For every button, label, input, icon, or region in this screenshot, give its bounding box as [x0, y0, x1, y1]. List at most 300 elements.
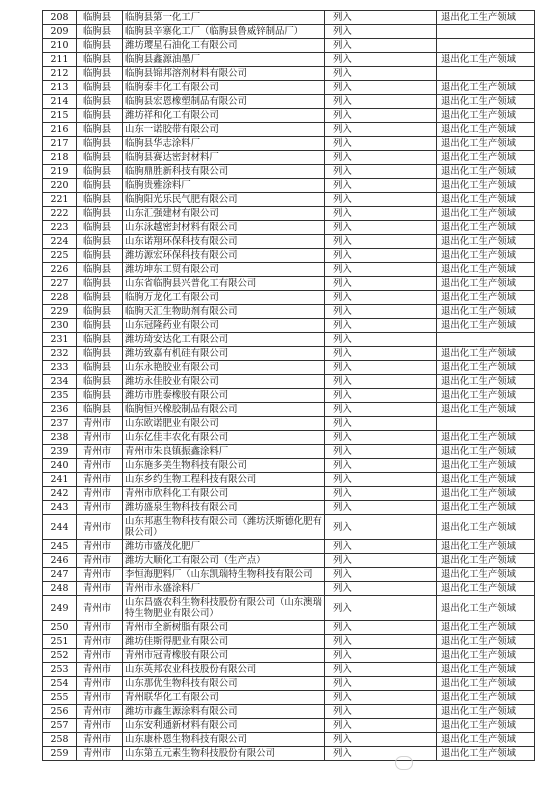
county-cell: 临朐县 [77, 179, 123, 193]
county-cell: 临朐县 [77, 11, 123, 25]
table-row [43, 347, 535, 361]
row-number-cell: 219 [43, 165, 77, 179]
table-row [43, 333, 535, 347]
status-cell: 列入 [325, 389, 437, 403]
table-row [43, 459, 535, 473]
status-cell: 列入 [325, 165, 437, 179]
row-number-cell: 223 [43, 221, 77, 235]
company-name-cell: 青州联华化工有限公司 [123, 691, 325, 705]
company-name-cell: 潍坊祥和化工有限公司 [123, 109, 325, 123]
row-number-cell: 236 [43, 403, 77, 417]
table-row [43, 123, 535, 137]
status-cell: 列入 [325, 621, 437, 635]
status-cell: 列入 [325, 733, 437, 747]
table-row [43, 11, 535, 25]
county-cell: 临朐县 [77, 347, 123, 361]
row-number-cell: 249 [43, 596, 77, 621]
company-name-cell: 山东诺翔环保科技有限公司 [123, 235, 325, 249]
row-number-cell: 257 [43, 719, 77, 733]
company-name-cell: 潍坊大顺化工有限公司（生产点） [123, 554, 325, 568]
table-row [43, 568, 535, 582]
county-cell: 临朐县 [77, 207, 123, 221]
table-row [43, 501, 535, 515]
company-name-cell: 临朐鼎胜新科技有限公司 [123, 165, 325, 179]
note-cell: 退出化工生产领域 [437, 361, 535, 375]
table-row [43, 235, 535, 249]
county-cell: 青州市 [77, 691, 123, 705]
table-row [43, 81, 535, 95]
row-number-cell: 213 [43, 81, 77, 95]
company-name-cell: 山东康朴恩生物科技有限公司 [123, 733, 325, 747]
note-cell [437, 67, 535, 81]
row-number-cell: 246 [43, 554, 77, 568]
row-number-cell: 226 [43, 263, 77, 277]
row-number-cell: 211 [43, 53, 77, 67]
company-name-cell: 山东昌盛农科生物科技股份有限公司（山东澳瑞特生物肥业有限公司） [123, 596, 325, 621]
status-cell: 列入 [325, 487, 437, 501]
note-cell: 退出化工生产领域 [437, 596, 535, 621]
company-name-cell: 山东安利通新材料有限公司 [123, 719, 325, 733]
table-row [43, 193, 535, 207]
note-cell: 退出化工生产领域 [437, 649, 535, 663]
county-cell: 青州市 [77, 733, 123, 747]
table-row [43, 705, 535, 719]
note-cell: 退出化工生产领域 [437, 305, 535, 319]
company-name-cell: 临朐县宏恩橡塑制品有限公司 [123, 95, 325, 109]
table-row [43, 719, 535, 733]
note-cell: 退出化工生产领域 [437, 445, 535, 459]
company-name-cell: 山东省临朐县兴普化工有限公司 [123, 277, 325, 291]
status-cell: 列入 [325, 207, 437, 221]
county-cell: 临朐县 [77, 375, 123, 389]
company-name-cell: 山东冠隆药业有限公司 [123, 319, 325, 333]
note-cell: 退出化工生产领域 [437, 109, 535, 123]
table-row [43, 663, 535, 677]
row-number-cell: 233 [43, 361, 77, 375]
county-cell: 临朐县 [77, 95, 123, 109]
county-cell: 临朐县 [77, 291, 123, 305]
table-row [43, 596, 535, 621]
county-cell: 青州市 [77, 431, 123, 445]
county-cell: 青州市 [77, 445, 123, 459]
county-cell: 临朐县 [77, 137, 123, 151]
status-cell: 列入 [325, 123, 437, 137]
row-number-cell: 218 [43, 151, 77, 165]
status-cell: 列入 [325, 459, 437, 473]
county-cell: 临朐县 [77, 361, 123, 375]
status-cell: 列入 [325, 677, 437, 691]
row-number-cell: 221 [43, 193, 77, 207]
note-cell: 退出化工生产领域 [437, 137, 535, 151]
table-row [43, 305, 535, 319]
row-number-cell: 258 [43, 733, 77, 747]
table-row [43, 53, 535, 67]
table-row [43, 319, 535, 333]
status-cell: 列入 [325, 151, 437, 165]
status-cell: 列入 [325, 554, 437, 568]
county-cell: 青州市 [77, 515, 123, 540]
county-cell: 临朐县 [77, 193, 123, 207]
county-cell: 临朐县 [77, 305, 123, 319]
table-row [43, 403, 535, 417]
company-name-cell: 临朐泰丰化工有限公司 [123, 81, 325, 95]
company-name-cell: 山东乡约生物工程科技有限公司 [123, 473, 325, 487]
note-cell: 退出化工生产领域 [437, 568, 535, 582]
note-cell: 退出化工生产领域 [437, 691, 535, 705]
company-name-cell: 临朐恒兴橡胶制品有限公司 [123, 403, 325, 417]
company-name-cell: 山东一诺胶带有限公司 [123, 123, 325, 137]
county-cell: 临朐县 [77, 151, 123, 165]
company-name-cell: 青州市朱良镇振鑫涂料厂 [123, 445, 325, 459]
row-number-cell: 250 [43, 621, 77, 635]
company-name-cell: 山东亿佳丰农化有限公司 [123, 431, 325, 445]
note-cell [437, 333, 535, 347]
row-number-cell: 235 [43, 389, 77, 403]
table-row [43, 249, 535, 263]
note-cell: 退出化工生产领域 [437, 473, 535, 487]
status-cell: 列入 [325, 375, 437, 389]
row-number-cell: 217 [43, 137, 77, 151]
note-cell: 退出化工生产领域 [437, 431, 535, 445]
company-name-cell: 潍坊佳斯得肥业有限公司 [123, 635, 325, 649]
status-cell: 列入 [325, 431, 437, 445]
row-number-cell: 224 [43, 235, 77, 249]
row-number-cell: 208 [43, 11, 77, 25]
note-cell: 退出化工生产领域 [437, 347, 535, 361]
row-number-cell: 254 [43, 677, 77, 691]
row-number-cell: 209 [43, 25, 77, 39]
status-cell: 列入 [325, 263, 437, 277]
row-number-cell: 243 [43, 501, 77, 515]
table-row [43, 515, 535, 540]
row-number-cell: 255 [43, 691, 77, 705]
company-name-cell: 临朐县第一化工厂 [123, 11, 325, 25]
company-name-cell: 山东英邦农业科技股份有限公司 [123, 663, 325, 677]
company-name-cell: 临朐县辛寨化工厂（临朐县鲁威锌制品厂） [123, 25, 325, 39]
table-row [43, 733, 535, 747]
row-number-cell: 240 [43, 459, 77, 473]
company-name-cell: 临朐万龙化工有限公司 [123, 291, 325, 305]
row-number-cell: 230 [43, 319, 77, 333]
company-name-cell: 临朐县锦邦溶剂材料有限公司 [123, 67, 325, 81]
county-cell: 青州市 [77, 473, 123, 487]
status-cell: 列入 [325, 305, 437, 319]
county-cell: 临朐县 [77, 81, 123, 95]
row-number-cell: 225 [43, 249, 77, 263]
table-row [43, 137, 535, 151]
status-cell: 列入 [325, 221, 437, 235]
row-number-cell: 252 [43, 649, 77, 663]
status-cell: 列入 [325, 25, 437, 39]
note-cell: 退出化工生产领域 [437, 747, 535, 761]
note-cell: 退出化工生产领域 [437, 733, 535, 747]
row-number-cell: 222 [43, 207, 77, 221]
table-row [43, 291, 535, 305]
note-cell: 退出化工生产领域 [437, 635, 535, 649]
table-row [43, 540, 535, 554]
note-cell [437, 417, 535, 431]
company-name-cell: 潍坊市盛茂化肥厂 [123, 540, 325, 554]
table-row [43, 431, 535, 445]
table-row [43, 221, 535, 235]
county-cell: 青州市 [77, 417, 123, 431]
status-cell: 列入 [325, 635, 437, 649]
county-cell: 青州市 [77, 596, 123, 621]
county-cell: 临朐县 [77, 319, 123, 333]
county-cell: 青州市 [77, 677, 123, 691]
county-cell: 青州市 [77, 568, 123, 582]
status-cell: 列入 [325, 39, 437, 53]
table-row [43, 649, 535, 663]
note-cell: 退出化工生产领域 [437, 207, 535, 221]
status-cell: 列入 [325, 582, 437, 596]
row-number-cell: 259 [43, 747, 77, 761]
county-cell: 青州市 [77, 582, 123, 596]
row-number-cell: 228 [43, 291, 77, 305]
status-cell: 列入 [325, 319, 437, 333]
row-number-cell: 212 [43, 67, 77, 81]
county-cell: 临朐县 [77, 235, 123, 249]
status-cell: 列入 [325, 67, 437, 81]
county-cell: 青州市 [77, 621, 123, 635]
row-number-cell: 238 [43, 431, 77, 445]
row-number-cell: 210 [43, 39, 77, 53]
table-row [43, 582, 535, 596]
status-cell: 列入 [325, 291, 437, 305]
county-cell: 青州市 [77, 705, 123, 719]
company-name-cell: 潍坊市鑫生源涂料有限公司 [123, 705, 325, 719]
company-name-cell: 青州市全新树脂有限公司 [123, 621, 325, 635]
status-cell: 列入 [325, 663, 437, 677]
note-cell: 退出化工生产领域 [437, 487, 535, 501]
company-name-cell: 山东邦惠生物科技有限公司（潍坊沃斯德化肥有限公司） [123, 515, 325, 540]
table-row [43, 554, 535, 568]
county-cell: 青州市 [77, 663, 123, 677]
table-row [43, 95, 535, 109]
county-cell: 临朐县 [77, 389, 123, 403]
row-number-cell: 220 [43, 179, 77, 193]
county-cell: 临朐县 [77, 109, 123, 123]
status-cell: 列入 [325, 691, 437, 705]
county-cell: 青州市 [77, 635, 123, 649]
status-cell: 列入 [325, 235, 437, 249]
note-cell: 退出化工生产领域 [437, 123, 535, 137]
county-cell: 临朐县 [77, 263, 123, 277]
note-cell: 退出化工生产领域 [437, 291, 535, 305]
table-body [43, 11, 535, 761]
row-number-cell: 244 [43, 515, 77, 540]
status-cell: 列入 [325, 568, 437, 582]
county-cell: 临朐县 [77, 277, 123, 291]
note-cell: 退出化工生产领域 [437, 501, 535, 515]
company-name-cell: 临朐县华志涂料厂 [123, 137, 325, 151]
county-cell: 青州市 [77, 540, 123, 554]
company-name-cell: 山东施多美生物科技有限公司 [123, 459, 325, 473]
row-number-cell: 232 [43, 347, 77, 361]
company-name-cell: 山东汇强建材有限公司 [123, 207, 325, 221]
row-number-cell: 256 [43, 705, 77, 719]
table-row [43, 179, 535, 193]
county-cell: 青州市 [77, 487, 123, 501]
table-row [43, 25, 535, 39]
note-cell: 退出化工生产领域 [437, 165, 535, 179]
note-cell: 退出化工生产领域 [437, 235, 535, 249]
table-row [43, 389, 535, 403]
company-name-cell: 山东那优生物科技有限公司 [123, 677, 325, 691]
note-cell: 退出化工生产领域 [437, 459, 535, 473]
company-name-cell: 潍坊璎星石油化工有限公司 [123, 39, 325, 53]
county-cell: 临朐县 [77, 67, 123, 81]
status-cell: 列入 [325, 649, 437, 663]
table-row [43, 691, 535, 705]
note-cell: 退出化工生产领域 [437, 249, 535, 263]
note-cell: 退出化工生产领域 [437, 677, 535, 691]
table-row [43, 109, 535, 123]
row-number-cell: 242 [43, 487, 77, 501]
status-cell: 列入 [325, 53, 437, 67]
county-cell: 临朐县 [77, 25, 123, 39]
status-cell: 列入 [325, 333, 437, 347]
county-cell: 青州市 [77, 554, 123, 568]
note-cell: 退出化工生产领域 [437, 554, 535, 568]
row-number-cell: 237 [43, 417, 77, 431]
note-cell [437, 25, 535, 39]
county-cell: 临朐县 [77, 249, 123, 263]
table-row [43, 277, 535, 291]
company-name-cell: 山东永艳胶业有限公司 [123, 361, 325, 375]
row-number-cell: 253 [43, 663, 77, 677]
company-name-cell: 青州市冠青橡胶有限公司 [123, 649, 325, 663]
note-cell: 退出化工生产领域 [437, 193, 535, 207]
note-cell: 退出化工生产领域 [437, 221, 535, 235]
row-number-cell: 234 [43, 375, 77, 389]
row-number-cell: 251 [43, 635, 77, 649]
county-cell: 临朐县 [77, 165, 123, 179]
company-list-table [42, 10, 535, 761]
row-number-cell: 214 [43, 95, 77, 109]
company-name-cell: 临朐阳光乐民气肥有限公司 [123, 193, 325, 207]
row-number-cell: 231 [43, 333, 77, 347]
county-cell: 临朐县 [77, 221, 123, 235]
table-row [43, 263, 535, 277]
row-number-cell: 216 [43, 123, 77, 137]
status-cell: 列入 [325, 11, 437, 25]
note-cell: 退出化工生产领域 [437, 403, 535, 417]
note-cell: 退出化工生产领域 [437, 515, 535, 540]
company-name-cell: 山东欧诺肥业有限公司 [123, 417, 325, 431]
note-cell: 退出化工生产领域 [437, 375, 535, 389]
row-number-cell: 239 [43, 445, 77, 459]
status-cell: 列入 [325, 361, 437, 375]
table-row [43, 207, 535, 221]
county-cell: 青州市 [77, 747, 123, 761]
status-cell: 列入 [325, 515, 437, 540]
county-cell: 青州市 [77, 501, 123, 515]
table-row [43, 677, 535, 691]
company-name-cell: 潍坊源宏环保科技有限公司 [123, 249, 325, 263]
note-cell: 退出化工生产领域 [437, 263, 535, 277]
note-cell: 退出化工生产领域 [437, 621, 535, 635]
status-cell: 列入 [325, 417, 437, 431]
status-cell: 列入 [325, 193, 437, 207]
row-number-cell: 248 [43, 582, 77, 596]
company-name-cell: 青州市永盛涂料厂 [123, 582, 325, 596]
county-cell: 临朐县 [77, 123, 123, 137]
row-number-cell: 227 [43, 277, 77, 291]
company-name-cell: 青州市欣科化工有限公司 [123, 487, 325, 501]
table-row [43, 747, 535, 761]
county-cell: 临朐县 [77, 53, 123, 67]
county-cell: 青州市 [77, 649, 123, 663]
note-cell: 退出化工生产领域 [437, 81, 535, 95]
status-cell: 列入 [325, 95, 437, 109]
status-cell: 列入 [325, 445, 437, 459]
status-cell: 列入 [325, 109, 437, 123]
status-cell: 列入 [325, 179, 437, 193]
status-cell: 列入 [325, 277, 437, 291]
note-cell: 退出化工生产领域 [437, 53, 535, 67]
note-cell: 退出化工生产领域 [437, 95, 535, 109]
note-cell: 退出化工生产领域 [437, 319, 535, 333]
note-cell: 退出化工生产领域 [437, 179, 535, 193]
row-number-cell: 215 [43, 109, 77, 123]
note-cell: 退出化工生产领域 [437, 389, 535, 403]
status-cell: 列入 [325, 347, 437, 361]
table-row [43, 67, 535, 81]
company-name-cell: 潍坊坤东工贸有限公司 [123, 263, 325, 277]
status-cell: 列入 [325, 501, 437, 515]
company-name-cell: 山东泳越密封材料有限公司 [123, 221, 325, 235]
company-name-cell: 临朐贵雅涂料厂 [123, 179, 325, 193]
table-row [43, 375, 535, 389]
note-cell [437, 39, 535, 53]
note-cell: 退出化工生产领域 [437, 719, 535, 733]
county-cell: 临朐县 [77, 39, 123, 53]
status-cell: 列入 [325, 403, 437, 417]
company-name-cell: 潍坊盛泉生物科技有限公司 [123, 501, 325, 515]
status-cell: 列入 [325, 747, 437, 761]
company-name-cell: 潍坊琦安达化工有限公司 [123, 333, 325, 347]
county-cell: 青州市 [77, 719, 123, 733]
status-cell: 列入 [325, 81, 437, 95]
note-cell: 退出化工生产领域 [437, 11, 535, 25]
company-name-cell: 潍坊市胜泰橡胶有限公司 [123, 389, 325, 403]
row-number-cell: 245 [43, 540, 77, 554]
company-name-cell: 李恒海肥料厂（山东凯瑞特生物科技有限公司 [123, 568, 325, 582]
table-row [43, 361, 535, 375]
status-cell: 列入 [325, 705, 437, 719]
company-name-cell: 临朐县鑫源油墨厂 [123, 53, 325, 67]
status-cell: 列入 [325, 137, 437, 151]
row-number-cell: 241 [43, 473, 77, 487]
table-row [43, 445, 535, 459]
table-row [43, 151, 535, 165]
note-cell: 退出化工生产领域 [437, 277, 535, 291]
table-row [43, 621, 535, 635]
status-cell: 列入 [325, 719, 437, 733]
company-name-cell: 山东第五元素生物科技股份有限公司 [123, 747, 325, 761]
status-cell: 列入 [325, 249, 437, 263]
note-cell: 退出化工生产领域 [437, 540, 535, 554]
note-cell: 退出化工生产领域 [437, 582, 535, 596]
county-cell: 临朐县 [77, 403, 123, 417]
county-cell: 临朐县 [77, 333, 123, 347]
table-row [43, 487, 535, 501]
table-row [43, 635, 535, 649]
county-cell: 青州市 [77, 459, 123, 473]
status-cell: 列入 [325, 540, 437, 554]
company-name-cell: 临朐天汇生物助剂有限公司 [123, 305, 325, 319]
